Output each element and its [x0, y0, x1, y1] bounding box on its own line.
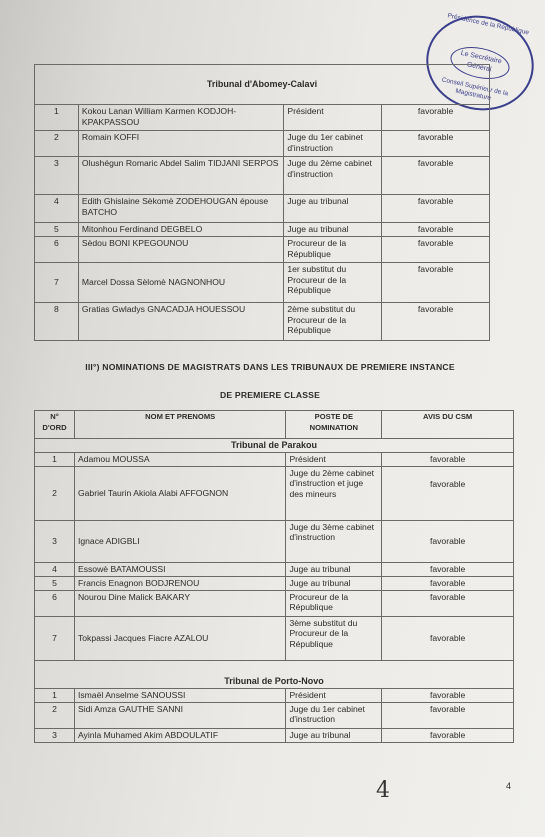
page-number: 4 [506, 781, 512, 791]
table-row [35, 616, 514, 660]
row-number: 2 [35, 702, 75, 728]
table-row [35, 728, 514, 742]
table-row [35, 195, 490, 223]
row-post: Juge au tribunal [284, 195, 382, 223]
table-row [35, 520, 514, 562]
row-post: 2ème substitut du Procureur de la République [284, 303, 382, 341]
stamp-inner-text: Le Secrétaire Général [448, 42, 513, 84]
row-post: Juge du 1er cabinet d'instruction [286, 702, 382, 728]
row-post: Juge du 2ème cabinet d'instruction [284, 157, 382, 195]
row-number: 3 [35, 157, 79, 195]
row-number: 6 [35, 237, 79, 263]
row-number: 2 [35, 466, 75, 520]
table-row [35, 131, 490, 157]
row-post: Procureur de la République [284, 237, 382, 263]
table-row [35, 702, 514, 728]
row-avis: favorable [382, 263, 490, 303]
row-post: Juge au tribunal [284, 223, 382, 237]
row-name: Ismaël Anselme SANOUSSI [74, 688, 285, 702]
table-abomey-calavi [34, 64, 490, 341]
row-number: 4 [35, 195, 79, 223]
table-row [35, 105, 490, 131]
row-avis: favorable [382, 688, 514, 702]
row-number: 1 [35, 105, 79, 131]
table-row [35, 562, 514, 576]
group-title: Tribunal de Parakou [35, 439, 514, 453]
row-name: Ayinla Muhamed Akim ABDOULATIF [74, 728, 285, 742]
row-number: 3 [35, 520, 75, 562]
row-number: 5 [35, 223, 79, 237]
section-subheading: DE PREMIERE CLASSE [219, 390, 321, 400]
row-avis: favorable [382, 223, 490, 237]
table-row [35, 576, 514, 590]
row-post: Président [284, 105, 382, 131]
table-row [35, 237, 490, 263]
stamp-bottom-text: Conseil Supérieur de la Magistrature [441, 76, 509, 102]
table-row [35, 466, 514, 520]
row-post: Juge au tribunal [286, 576, 382, 590]
stamp-outer-text: Présidence de la République [446, 12, 530, 37]
row-number: 4 [35, 562, 75, 576]
row-post: 1er substitut du Procureur de la République [284, 263, 382, 303]
row-name: Marcel Dossa Sèlomè NAGNONHOU [78, 263, 284, 303]
handwritten-signature: 4 [376, 778, 390, 803]
row-avis: favorable [382, 466, 514, 520]
table-premiere-classe [34, 410, 514, 743]
row-name: Olushégun Romaric Abdel Salim TIDJANI SERPOS [78, 157, 284, 195]
group-title: Tribunal de Porto-Novo [35, 660, 514, 688]
row-avis: favorable [382, 303, 490, 341]
row-name: Mitonhou Ferdinand DEGBELO [78, 223, 284, 237]
table-row [35, 303, 490, 341]
row-post: 3ème substitut du Procureur de la République [286, 616, 382, 660]
row-avis: favorable [382, 576, 514, 590]
row-name: Edith Ghislaine Sèkomè ZODEHOUGAN épouse BATCHO [78, 195, 284, 223]
row-post: Procureur de la République [286, 590, 382, 616]
row-name: Sèdou BONI KPEGOUNOU [78, 237, 284, 263]
row-avis: favorable [382, 520, 514, 562]
row-number: 6 [35, 590, 75, 616]
row-post: Juge au tribunal [286, 728, 382, 742]
row-name: Sidi Amza GAUTHE SANNI [74, 702, 285, 728]
row-post: Président [286, 452, 382, 466]
header-avis: AVIS DU CSM [382, 411, 514, 439]
table-row [35, 263, 490, 303]
row-name: Adamou MOUSSA [74, 452, 285, 466]
row-number: 1 [35, 688, 75, 702]
row-name: Kokou Lanan William Karmen KODJOH-KPAKPASSOU [78, 105, 284, 131]
row-post: Juge du 3ème cabinet d'instruction [286, 520, 382, 562]
row-number: 7 [35, 263, 79, 303]
row-avis: favorable [382, 702, 514, 728]
row-avis: favorable [382, 562, 514, 576]
row-avis: favorable [382, 452, 514, 466]
row-name: Essowè BATAMOUSSI [74, 562, 285, 576]
row-number: 3 [35, 728, 75, 742]
row-avis: favorable [382, 157, 490, 195]
table-row [35, 452, 514, 466]
row-avis: favorable [382, 195, 490, 223]
table-row [35, 157, 490, 195]
row-avis: favorable [382, 131, 490, 157]
row-name: Gabriel Taurin Akiola Alabi AFFOGNON [74, 466, 285, 520]
header-post: POSTE DE NOMINATION [286, 411, 382, 439]
table-row [35, 688, 514, 702]
row-number: 7 [35, 616, 75, 660]
row-avis: favorable [382, 590, 514, 616]
row-post: Président [286, 688, 382, 702]
row-avis: favorable [382, 616, 514, 660]
header-name: NOM ET PRENOMS [74, 411, 285, 439]
group-title: Tribunal d'Abomey-Calavi [35, 65, 490, 105]
row-name: Nourou Dine Malick BAKARY [74, 590, 285, 616]
row-number: 5 [35, 576, 75, 590]
header-num: N° D'ORD [35, 411, 75, 439]
row-post: Juge du 1er cabinet d'instruction [284, 131, 382, 157]
section-heading: III°) NOMINATIONS DE MAGISTRATS DANS LES TRIBUNAUX DE PREMIERE INSTANCE [85, 362, 455, 372]
row-name: Romain KOFFI [78, 131, 284, 157]
row-name: Gratias Gwladys GNACADJA HOUESSOU [78, 303, 284, 341]
table-row [35, 590, 514, 616]
row-name: Tokpassi Jacques Fiacre AZALOU [74, 616, 285, 660]
row-name: Francis Enagnon BODJRENOU [74, 576, 285, 590]
row-avis: favorable [382, 728, 514, 742]
row-number: 2 [35, 131, 79, 157]
row-post: Juge du 2ème cabinet d'instruction et juge des mineurs [286, 466, 382, 520]
row-post: Juge au tribunal [286, 562, 382, 576]
row-number: 1 [35, 452, 75, 466]
row-avis: favorable [382, 237, 490, 263]
row-avis: favorable [382, 105, 490, 131]
row-number: 8 [35, 303, 79, 341]
table-header-row [35, 411, 514, 439]
row-name: Ignace ADIGBLI [74, 520, 285, 562]
table-row [35, 223, 490, 237]
